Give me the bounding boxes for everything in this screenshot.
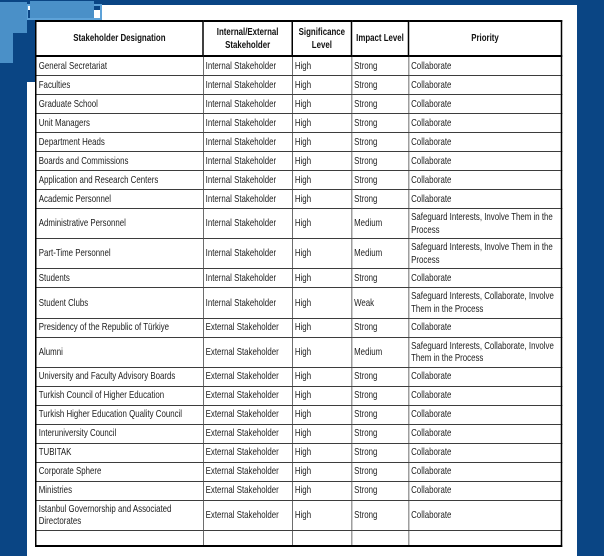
table-cell [409,530,562,546]
table-cell: High [292,367,351,386]
table-cell: High [292,190,351,209]
table-cell: High [292,56,351,76]
table-cell: External Stakeholder [203,462,292,481]
table-cell: Collaborate [409,76,562,95]
table-cell: High [292,424,351,443]
table-cell: Internal Stakeholder [203,171,292,190]
table-cell: Safeguard Interests, Involve Them in the Process [409,209,562,239]
table-row [36,133,562,152]
table-row [36,462,562,481]
table-cell: TUBITAK [36,443,203,462]
table-cell: Safeguard Interests, Involve Them in the Process [409,239,562,269]
table-header-row [36,21,562,56]
table-row [36,269,562,288]
table-cell: Weak [352,288,409,318]
table-cell: Medium [352,209,409,239]
table-row [36,171,562,190]
table-cell: High [292,114,351,133]
deco-blue-bar [30,1,94,18]
table-row [36,114,562,133]
table-cell: Academic Personnel [36,190,203,209]
table-cell: Application and Research Centers [36,171,203,190]
table-cell: Strong [352,367,409,386]
table-cell: Medium [352,337,409,367]
table-cell: Strong [352,424,409,443]
table-row [36,481,562,500]
table-cell [36,530,203,546]
table-cell: General Secretariat [36,56,203,76]
table-cell: Medium [352,239,409,269]
table-cell: Alumni [36,337,203,367]
table-cell: Collaborate [409,318,562,337]
table-cell: Strong [352,56,409,76]
table-cell: Internal Stakeholder [203,239,292,269]
table-cell: Student Clubs [36,288,203,318]
table-row-partial [36,530,562,546]
table-cell: Collaborate [409,386,562,405]
table-row [36,424,562,443]
table-cell: Collaborate [409,462,562,481]
header-impact-level: Impact Level [352,21,409,56]
table-cell: Turkish Higher Education Quality Council [36,405,203,424]
table-cell: Collaborate [409,95,562,114]
table-cell: Part-Time Personnel [36,239,203,269]
table-cell: Strong [352,76,409,95]
table-cell: Strong [352,386,409,405]
table-row [36,318,562,337]
table-cell: Collaborate [409,133,562,152]
table-cell: High [292,405,351,424]
deco-blue-square [0,2,27,33]
table-cell: Collaborate [409,152,562,171]
table-cell: Strong [352,443,409,462]
table-cell: Turkish Council of Higher Education [36,386,203,405]
table-cell: High [292,462,351,481]
table-cell: Safeguard Interests, Collaborate, Involve Them in the Process [409,288,562,318]
table-cell: Istanbul Governorship and Associated Directorates [36,500,203,530]
table-cell: Students [36,269,203,288]
table-cell: Collaborate [409,424,562,443]
table-cell: Presidency of the Republic of Türkiye [36,318,203,337]
stakeholder-table-wrap [35,20,561,547]
header-significance-level: Significance Level [292,21,351,56]
table-cell: Strong [352,462,409,481]
table-cell: Administrative Personnel [36,209,203,239]
table-cell: Graduate School [36,95,203,114]
table-cell: Interuniversity Council [36,424,203,443]
table-cell: High [292,443,351,462]
header-internal-external: Internal/External Stakeholder [203,21,292,56]
table-cell: Collaborate [409,56,562,76]
table-cell: Collaborate [409,481,562,500]
table-row [36,56,562,76]
table-cell: High [292,95,351,114]
table-cell [292,530,351,546]
table-row [36,209,562,239]
table-cell: External Stakeholder [203,424,292,443]
table-cell: Internal Stakeholder [203,133,292,152]
table-row [36,405,562,424]
table-cell: External Stakeholder [203,386,292,405]
table-cell: Internal Stakeholder [203,95,292,114]
table-cell: High [292,239,351,269]
table-cell: Internal Stakeholder [203,114,292,133]
table-row [36,288,562,318]
table-cell: Strong [352,481,409,500]
table-cell: High [292,500,351,530]
table-cell: Internal Stakeholder [203,76,292,95]
table-cell: High [292,288,351,318]
table-cell: Collaborate [409,171,562,190]
table-cell: Internal Stakeholder [203,269,292,288]
table-cell: High [292,337,351,367]
table-cell: Safeguard Interests, Collaborate, Involve Them in the Process [409,337,562,367]
table-cell: Corporate Sphere [36,462,203,481]
table-cell: High [292,269,351,288]
deco-blue-square-small [0,33,13,63]
table-cell: External Stakeholder [203,500,292,530]
table-row [36,76,562,95]
table-cell: Ministries [36,481,203,500]
table-cell: Internal Stakeholder [203,209,292,239]
table-cell: High [292,481,351,500]
table-row [36,500,562,530]
table-row [36,95,562,114]
table-cell: Collaborate [409,269,562,288]
table-cell: Unit Managers [36,114,203,133]
table-row [36,386,562,405]
table-cell: Strong [352,405,409,424]
deco-right-bar [577,0,604,556]
table-cell: High [292,386,351,405]
table-cell: Collaborate [409,367,562,386]
stakeholder-table [35,20,562,547]
table-cell: Strong [352,152,409,171]
table-body [36,56,562,546]
table-cell: Strong [352,318,409,337]
table-cell: Faculties [36,76,203,95]
table-cell: External Stakeholder [203,318,292,337]
table-cell: High [292,318,351,337]
table-cell: Boards and Commissions [36,152,203,171]
table-cell: Strong [352,500,409,530]
table-cell: Internal Stakeholder [203,190,292,209]
table-cell: Collaborate [409,190,562,209]
table-cell: Internal Stakeholder [203,152,292,171]
table-cell: Internal Stakeholder [203,56,292,76]
table-row [36,367,562,386]
table-cell: Strong [352,95,409,114]
table-cell: High [292,171,351,190]
table-row [36,239,562,269]
table-cell: Strong [352,269,409,288]
table-cell: Strong [352,114,409,133]
table-cell: External Stakeholder [203,367,292,386]
table-cell: High [292,76,351,95]
table-cell: External Stakeholder [203,405,292,424]
deco-left-bar [0,60,27,556]
table-row [36,190,562,209]
table-cell: Collaborate [409,443,562,462]
table-cell: Department Heads [36,133,203,152]
table-cell [352,530,409,546]
table-row [36,152,562,171]
table-cell: High [292,209,351,239]
table-cell: External Stakeholder [203,443,292,462]
table-cell: Internal Stakeholder [203,288,292,318]
table-row [36,443,562,462]
header-priority: Priority [409,21,562,56]
table-cell: Strong [352,171,409,190]
table-cell: Collaborate [409,405,562,424]
table-cell: University and Faculty Advisory Boards [36,367,203,386]
table-cell: High [292,152,351,171]
table-cell: External Stakeholder [203,337,292,367]
table-cell: Strong [352,133,409,152]
table-row [36,337,562,367]
table-cell: Collaborate [409,500,562,530]
header-stakeholder-designation: Stakeholder Designation [36,21,203,56]
table-cell [203,530,292,546]
table-cell: High [292,133,351,152]
table-cell: Collaborate [409,114,562,133]
table-cell: External Stakeholder [203,481,292,500]
table-cell: Strong [352,190,409,209]
